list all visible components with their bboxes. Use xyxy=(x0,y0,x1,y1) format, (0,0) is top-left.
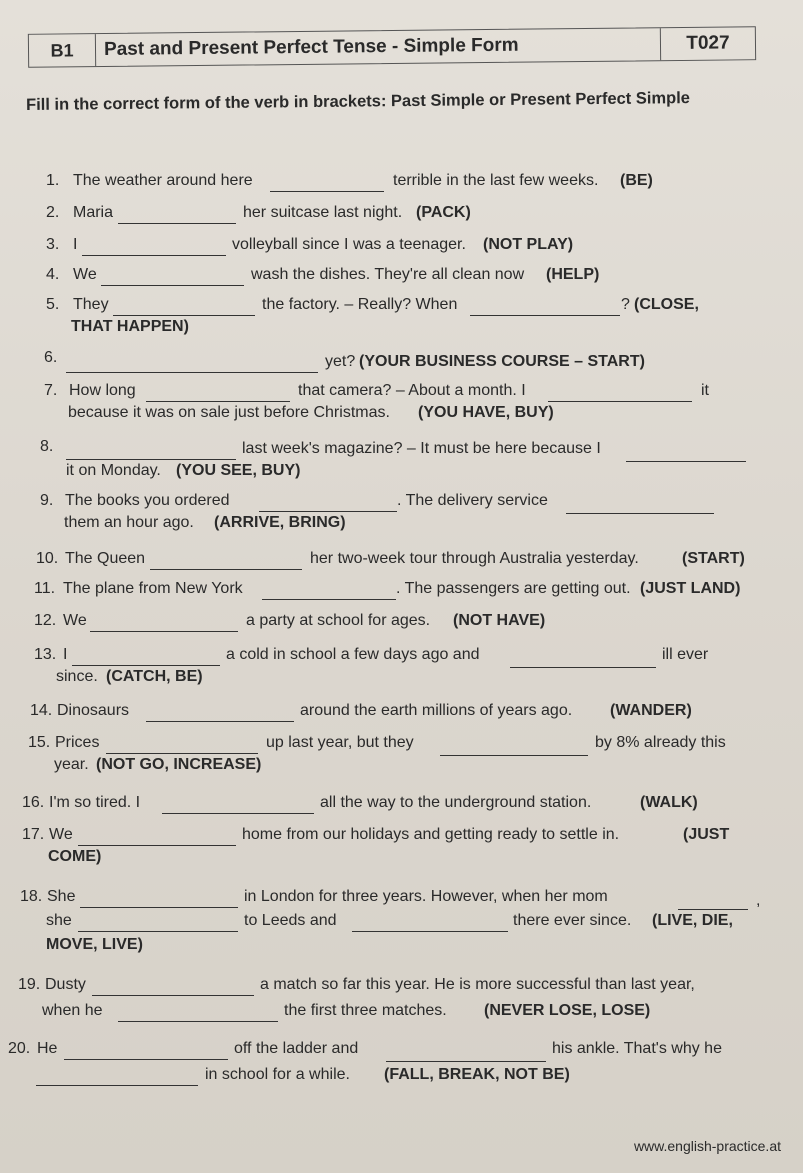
sentence-text: it xyxy=(701,382,709,399)
sentence-text: volleyball since I was a teenager. xyxy=(232,236,466,253)
answer-blank[interactable] xyxy=(101,270,244,286)
sentence-text: her two-week tour through Australia yesterday. xyxy=(310,550,639,567)
sentence-text: off the ladder and xyxy=(234,1040,359,1057)
sentence-text: up last year, but they xyxy=(266,734,414,751)
sentence-text: They xyxy=(73,296,109,313)
exercise-4 xyxy=(0,264,803,286)
level-badge: B1 xyxy=(29,34,96,67)
sentence-text: in school for a while. xyxy=(205,1066,350,1083)
sentence-text: Prices xyxy=(55,734,100,751)
answer-blank[interactable] xyxy=(113,300,255,316)
sentence-text: by 8% already this xyxy=(595,734,726,751)
sentence-text: last week's magazine? – It must be here because I xyxy=(242,440,601,457)
worksheet-title: Past and Present Perfect Tense - Simple Form xyxy=(103,34,519,61)
verb-hint: MOVE, LIVE) xyxy=(46,936,143,953)
sentence-text: He xyxy=(37,1040,58,1057)
sentence-text: all the way to the underground station. xyxy=(320,794,592,811)
answer-blank[interactable] xyxy=(78,830,236,846)
sentence-text: Dinosaurs xyxy=(57,702,130,719)
exercise-number: 17. xyxy=(22,826,45,843)
sentence-text: The weather around here xyxy=(73,172,253,189)
sentence-text: She xyxy=(47,888,76,905)
verb-hint: (JUST xyxy=(683,826,730,843)
exercise-6 xyxy=(0,351,803,373)
exercise-2 xyxy=(0,202,803,224)
answer-blank[interactable] xyxy=(66,357,318,373)
sentence-text: the first three matches. xyxy=(284,1002,447,1019)
verb-hint: (CLOSE, xyxy=(634,296,699,313)
sentence-text: her suitcase last night. xyxy=(243,204,403,221)
instruction: Fill in the correct form of the verb in brackets: Past Simple or Present Perfect Simple xyxy=(26,89,691,114)
sentence-text: in London for three years. However, when her mom xyxy=(244,888,608,905)
sentence-text: ill ever xyxy=(662,646,709,663)
answer-blank[interactable] xyxy=(548,386,692,402)
exercise-number: 20. xyxy=(8,1040,31,1057)
exercise-number: 16. xyxy=(22,794,45,811)
answer-blank[interactable] xyxy=(262,584,396,600)
exercise-14 xyxy=(0,700,803,722)
worksheet-code: T027 xyxy=(660,27,755,60)
sentence-text: there ever since. xyxy=(513,912,632,929)
exercise-19 xyxy=(0,974,803,1018)
verb-hint: (WANDER) xyxy=(610,702,692,719)
verb-hint: (YOU HAVE, BUY) xyxy=(418,404,554,421)
sentence-text: home from our holidays and getting ready to settle in. xyxy=(242,826,620,843)
answer-blank[interactable] xyxy=(118,208,236,224)
sentence-text: his ankle. That's why he xyxy=(552,1040,722,1057)
answer-blank[interactable] xyxy=(259,496,397,512)
verb-hint: (FALL, BREAK, NOT BE) xyxy=(384,1066,570,1083)
verb-hint: (CATCH, BE) xyxy=(106,668,203,685)
sentence-text: she xyxy=(46,912,72,929)
exercise-11 xyxy=(0,578,803,600)
sentence-text: when he xyxy=(42,1002,103,1019)
sentence-text: terrible in the last few weeks. xyxy=(393,172,599,189)
sentence-text: I xyxy=(63,646,68,663)
exercise-number: 5. xyxy=(46,296,60,313)
sentence-text: yet? xyxy=(325,353,356,370)
sentence-text: I'm so tired. I xyxy=(49,794,141,811)
verb-hint: (HELP) xyxy=(546,266,600,283)
sentence-text: to Leeds and xyxy=(244,912,337,929)
sentence-text: The books you ordered xyxy=(65,492,230,509)
sentence-text: , xyxy=(756,892,761,909)
exercise-number: 14. xyxy=(30,702,53,719)
answer-blank[interactable] xyxy=(118,1006,278,1022)
exercise-16 xyxy=(0,792,803,814)
exercise-15 xyxy=(0,732,803,776)
sentence-text: it on Monday. xyxy=(66,462,161,479)
sentence-text: around the earth millions of years ago. xyxy=(300,702,573,719)
sentence-text: the factory. – Really? When xyxy=(262,296,458,313)
verb-hint: (NOT PLAY) xyxy=(483,236,574,253)
answer-blank[interactable] xyxy=(72,650,220,666)
answer-blank[interactable] xyxy=(36,1070,198,1086)
answer-blank[interactable] xyxy=(92,980,254,996)
sentence-text: a party at school for ages. xyxy=(246,612,431,629)
answer-blank[interactable] xyxy=(150,554,302,570)
exercise-number: 2. xyxy=(46,204,60,221)
exercise-20 xyxy=(0,1038,803,1082)
exercise-number: 18. xyxy=(20,888,43,905)
sentence-text: year. xyxy=(54,756,89,773)
verb-hint: (START) xyxy=(682,550,745,567)
exercise-3 xyxy=(0,234,803,256)
sentence-text: We xyxy=(73,266,97,283)
verb-hint: COME) xyxy=(48,848,102,865)
exercise-number: 19. xyxy=(18,976,41,993)
sentence-text: We xyxy=(63,612,87,629)
verb-hint: (YOUR BUSINESS COURSE – START) xyxy=(359,353,645,370)
answer-blank[interactable] xyxy=(90,616,238,632)
worksheet-header xyxy=(28,26,756,68)
exercise-number: 9. xyxy=(40,492,54,509)
exercise-18 xyxy=(0,886,803,952)
exercise-number: 1. xyxy=(46,172,60,189)
verb-hint: (LIVE, DIE, xyxy=(652,912,733,929)
sentence-text: . The delivery service xyxy=(397,492,548,509)
verb-hint: THAT HAPPEN) xyxy=(71,318,189,335)
sentence-text: ? xyxy=(621,296,630,313)
exercise-9 xyxy=(0,490,803,534)
sentence-text: . The passengers are getting out. xyxy=(396,580,631,597)
answer-blank[interactable] xyxy=(106,738,258,754)
sentence-text: since. xyxy=(56,668,98,685)
answer-blank[interactable] xyxy=(66,444,236,460)
sentence-text: The Queen xyxy=(65,550,146,567)
exercise-number: 12. xyxy=(34,612,57,629)
exercise-number: 6. xyxy=(44,349,58,366)
exercise-number: 8. xyxy=(40,438,54,455)
sentence-text: I xyxy=(73,236,78,253)
exercise-number: 7. xyxy=(44,382,58,399)
sentence-text: them an hour ago. xyxy=(64,514,194,531)
sentence-text: that camera? – About a month. I xyxy=(298,382,526,399)
verb-hint: (PACK) xyxy=(416,204,471,221)
exercise-number: 10. xyxy=(36,550,59,567)
sentence-text: Maria xyxy=(73,204,114,221)
exercise-17 xyxy=(0,824,803,868)
exercise-7 xyxy=(0,380,803,424)
sentence-text: because it was on sale just before Christmas. xyxy=(68,404,390,421)
verb-hint: (JUST LAND) xyxy=(640,580,741,597)
answer-blank[interactable] xyxy=(162,798,314,814)
exercise-13 xyxy=(0,644,803,688)
verb-hint: (BE) xyxy=(620,172,653,189)
answer-blank[interactable] xyxy=(82,240,226,256)
verb-hint: (ARRIVE, BRING) xyxy=(214,514,346,531)
sentence-text: a match so far this year. He is more successful than last year, xyxy=(260,976,695,993)
exercise-number: 4. xyxy=(46,266,60,283)
sentence-text: We xyxy=(49,826,73,843)
exercise-10 xyxy=(0,548,803,570)
answer-blank[interactable] xyxy=(64,1044,228,1060)
answer-blank[interactable] xyxy=(146,706,294,722)
exercise-number: 3. xyxy=(46,236,60,253)
exercise-number: 13. xyxy=(34,646,57,663)
verb-hint: (YOU SEE, BUY) xyxy=(176,462,301,479)
answer-blank[interactable] xyxy=(146,386,290,402)
footer-website: www.english-practice.at xyxy=(633,1138,781,1154)
exercise-12 xyxy=(0,610,803,632)
sentence-text: How long xyxy=(69,382,136,399)
exercise-1 xyxy=(0,170,803,192)
exercise-5 xyxy=(0,294,803,338)
answer-blank[interactable] xyxy=(80,892,238,908)
exercise-8 xyxy=(0,438,803,482)
verb-hint: (WALK) xyxy=(640,794,698,811)
sentence-text: The plane from New York xyxy=(63,580,243,597)
sentence-text: Dusty xyxy=(45,976,86,993)
answer-blank[interactable] xyxy=(270,176,384,192)
sentence-text: a cold in school a few days ago and xyxy=(226,646,480,663)
verb-hint: (NOT HAVE) xyxy=(453,612,546,629)
sentence-text: wash the dishes. They're all clean now xyxy=(251,266,525,283)
answer-blank[interactable] xyxy=(470,300,620,316)
verb-hint: (NOT GO, INCREASE) xyxy=(96,756,262,773)
exercise-number: 15. xyxy=(28,734,51,751)
verb-hint: (NEVER LOSE, LOSE) xyxy=(484,1002,651,1019)
exercise-number: 11. xyxy=(34,580,56,597)
